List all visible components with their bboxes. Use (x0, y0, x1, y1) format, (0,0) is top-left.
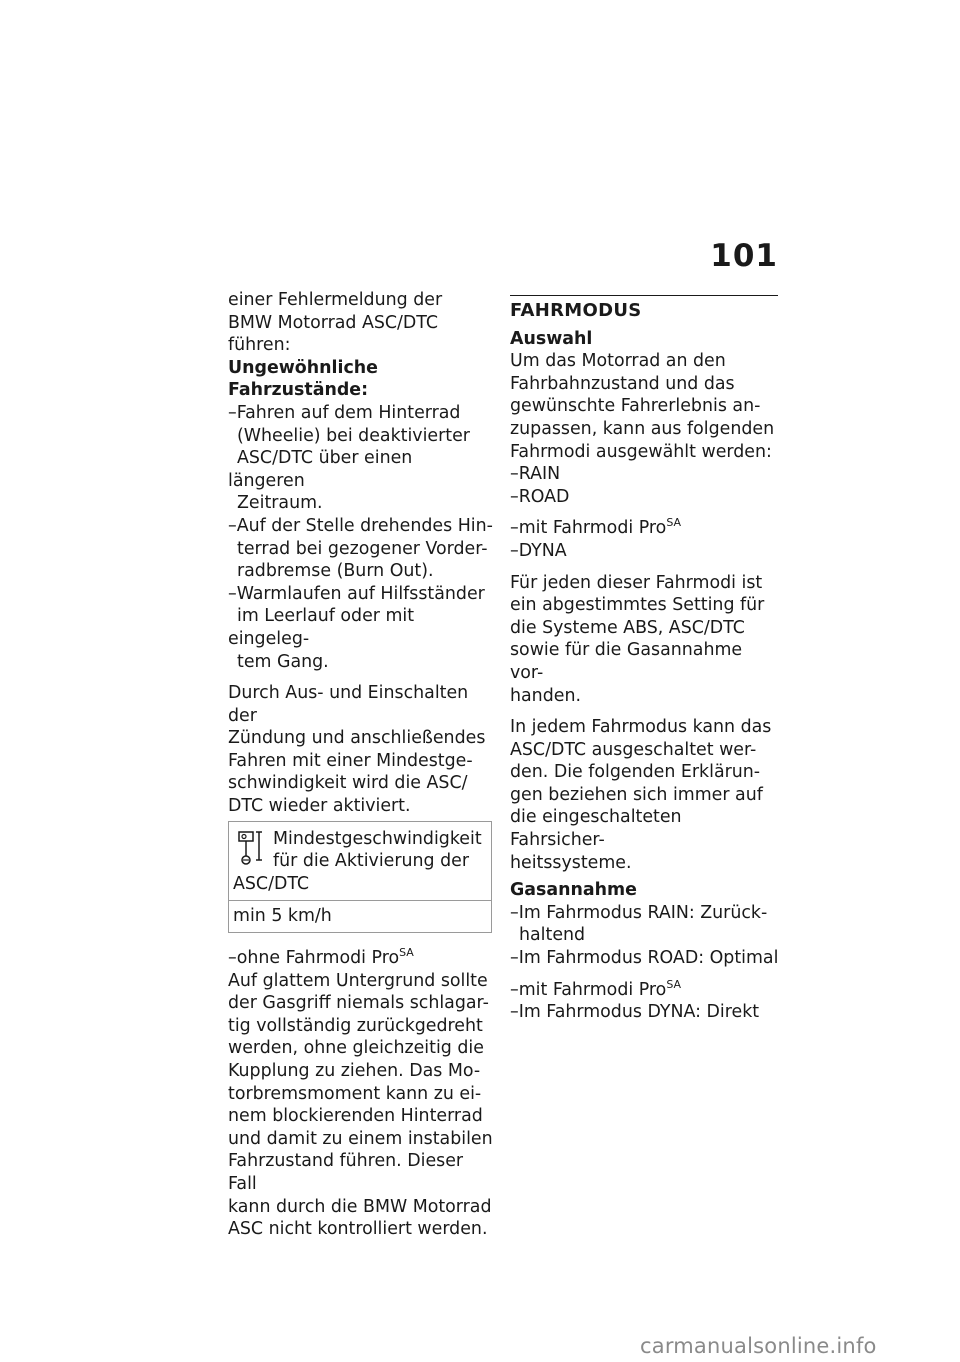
min-speed-value: min 5 km/h (229, 900, 491, 932)
throttle-list-pro (510, 1001, 780, 1024)
min-speed-infobox: Mindestgeschwindigkeit für die Aktivierung der ASC/DTC min 5 km/h (228, 821, 492, 933)
list-item: –Im Fahrmodus RAIN: Zurück- haltend (510, 902, 768, 946)
page-number: 101 (710, 238, 778, 274)
with-mode-pro-line-2: –mit Fahrmodi Pro$^{SA}$ (510, 977, 682, 1000)
reactivation-paragraph: Durch Aus- und Einschalten der Zündung und anschließendes Fahren mit einer Mindestge- schwindigkeit wird die ASC/ DTC wieder aktiviert. (228, 683, 486, 817)
left-column (228, 289, 494, 1241)
section-title: FAHRMODUS (510, 300, 642, 321)
section-divider (510, 295, 778, 296)
selection-paragraph: Um das Motorrad an den Fahrbahnzustand und das gewünschte Fahrerlebnis an- zupassen, kann aus folgenden Fahrmodi ausgewählt werden: (510, 351, 775, 462)
asc-paragraph: In jedem Fahrmodus kann das ASC/DTC ausgeschaltet wer- den. Die folgenden Erklärun- gen beziehen sich immer auf die eingeschalteten Fahrsicher- heitssysteme. (510, 717, 772, 873)
list-item: –Fahren auf dem Hinterrad (Wheelie) bei deaktivierter ASC/DTC über einen längeren Zeitraum. (228, 402, 470, 514)
setting-paragraph: Für jeden dieser Fahrmodi ist ein abgestimmtes Setting für die Systeme ABS, ASC/DTC sowie für die Gasannahme vor- handen. (510, 572, 765, 706)
list-item: –Warmlaufen auf Hilfsständer im Leerlauf oder mit eingeleg- tem Gang. (228, 583, 485, 672)
unusual-conditions-heading: Ungewöhnliche Fahrzustände: (228, 357, 378, 401)
list-item: –RAIN (510, 464, 561, 485)
list-item: –Im Fahrmodus ROAD: Optimal (510, 948, 779, 969)
intro-paragraph: einer Fehlermeldung der BMW Motorrad ASC/DTC führen: (228, 290, 443, 356)
watermark: carmanualsonline.info (640, 1334, 877, 1358)
right-column (510, 289, 780, 1024)
list-item: –Im Fahrmodus DYNA: Direkt (510, 1002, 760, 1023)
mode-list-pro (510, 540, 780, 563)
with-mode-pro-line: –mit Fahrmodi Pro$^{SA}$ (510, 516, 682, 539)
list-item: –DYNA (510, 540, 567, 561)
speed-gauge-icon (237, 828, 265, 868)
without-mode-pro-line: –ohne Fahrmodi Pro$^{SA}$ (228, 946, 414, 969)
warning-paragraph: Auf glattem Untergrund sollte der Gasgriff niemals schlagar- tig vollständig zurückgedreht werden, ohne gleichzeitig die Kupplung zu ziehen. Das Mo- torbremsmoment kann zu ei- nem blockierenden Hinterrad und damit zu einem instabilen Fahrzustand führen. Dieser Fall kann durch die BMW Motorrad ASC nicht kontrolliert werden. (228, 970, 493, 1240)
throttle-heading: Gasannahme (510, 880, 637, 901)
list-item: –ROAD (510, 486, 570, 507)
selection-heading: Auswahl (510, 328, 593, 349)
mode-list-basic (510, 463, 780, 508)
list-item: –Auf der Stelle drehendes Hin- terrad bei gezogener Vorder- radbremse (Burn Out). (228, 515, 493, 582)
